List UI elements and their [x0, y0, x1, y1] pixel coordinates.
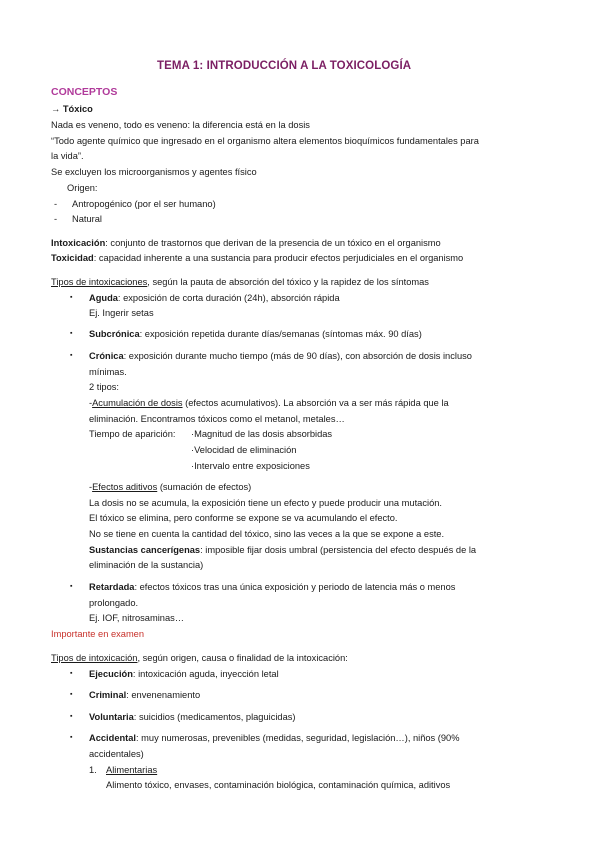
term: Intoxicación — [51, 238, 106, 248]
page-title: TEMA 1: INTRODUCCIÓN A LA TOXICOLOGÍA — [157, 60, 412, 72]
heading-underlined: Tipos de intoxicaciones — [51, 277, 148, 287]
square-bullet-icon: ▪ — [70, 330, 73, 337]
term: Sustancias cancerígenas — [89, 545, 201, 555]
efectos-line-2: El tóxico se elimina, pero conforme se expone se va acumulando el efecto. — [89, 513, 398, 523]
dash-bullet: - — [54, 199, 58, 209]
square-bullet-icon: ▪ — [70, 352, 73, 359]
square-bullet-icon: ▪ — [70, 734, 73, 741]
item-text: : exposición durante mucho tiempo (más de 90 días), con absorción de dosis incluso — [123, 351, 472, 361]
toxico-line-4: Se excluyen los microorganismos y agentes físico — [51, 167, 257, 177]
tipos-intoxicacion-heading — [51, 652, 348, 664]
accidental-line-2: accidentales) — [89, 749, 144, 759]
item-text: : muy numerosas, prevenibles (medidas, seguridad, legislación…), niños (90% — [136, 733, 460, 743]
heading-rest: , según la pauta de absorción del tóxico y la rapidez de los síntomas — [147, 277, 429, 287]
retardada-example: Ej. IOF, nitrosaminas… — [89, 613, 185, 623]
prefix: - — [89, 398, 93, 408]
term: Aguda — [89, 293, 118, 303]
efectos-line-1: La dosis no se acumula, la exposición tiene un efecto y puede producir una mutación. — [89, 498, 442, 508]
acumulacion-heading — [89, 397, 449, 409]
heading-rest: (efectos acumulativos). La absorción va a ser más rápida que la — [182, 398, 449, 408]
term: Crónica — [89, 351, 124, 361]
item-text: : efectos tóxicos tras una única exposición y periodo de latencia más o menos — [134, 582, 456, 592]
origen-item-1: Antropogénico (por el ser humano) — [72, 199, 216, 209]
square-bullet-icon: ▪ — [70, 713, 73, 720]
cancerigenas-line-2: eliminación de la sustancia) — [89, 560, 204, 570]
accidental-item — [89, 732, 460, 744]
voluntaria-item — [89, 711, 296, 723]
term: Toxicidad — [51, 253, 94, 263]
tiempo-factor-3: ·Intervalo entre exposiciones — [191, 461, 310, 471]
tipos-intoxicaciones-heading — [51, 276, 429, 288]
section-heading-conceptos: CONCEPTOS — [51, 86, 118, 98]
square-bullet-icon: ▪ — [70, 670, 73, 677]
alimentarias-text: Alimento tóxico, envases, contaminación biológica, contaminación química, aditivos — [106, 780, 451, 790]
item-text: : imposible fijar dosis umbral (persistencia del efecto después de la — [200, 545, 477, 555]
cronica-line-3: 2 tipos: — [89, 382, 119, 392]
toxicidad-definition — [51, 252, 463, 264]
item-text: : exposición repetida durante días/semanas (síntomas máx. 90 días) — [139, 329, 422, 339]
efectos-line-3: No se tiene en cuenta la cantidad del tóxico, sino las veces a la que se expone a este. — [89, 529, 445, 539]
acumulacion-line-2: eliminación. Encontramos tóxicos como el metanol, metales… — [89, 414, 345, 424]
square-bullet-icon: ▪ — [70, 294, 73, 301]
item-text: : envenenamiento — [126, 690, 201, 700]
subcronica-item — [89, 328, 422, 340]
term: Ejecución — [89, 669, 133, 679]
efectos-aditivos-heading — [89, 481, 251, 493]
square-bullet-icon: ▪ — [70, 583, 73, 590]
list-number: 1. — [89, 765, 97, 775]
aguda-example: Ej. Ingerir setas — [89, 308, 154, 318]
heading-underlined: Acumulación de dosis — [92, 398, 183, 408]
heading-rest: (sumación de efectos) — [157, 482, 252, 492]
square-bullet-icon: ▪ — [70, 691, 73, 698]
tiempo-factor-1: ·Magnitud de las dosis absorbidas — [191, 429, 333, 439]
intoxicacion-definition — [51, 237, 441, 249]
toxico-heading: → Tóxico — [51, 104, 93, 114]
heading-underlined: Tipos de intoxicación — [51, 653, 138, 663]
retardada-item — [89, 581, 455, 593]
term: Voluntaria — [89, 712, 134, 722]
origen-item-2: Natural — [72, 214, 102, 224]
aguda-item — [89, 292, 340, 304]
term: Subcrónica — [89, 329, 140, 339]
heading-rest: , según origen, causa o finalidad de la intoxicación: — [137, 653, 348, 663]
item-text: : intoxicación aguda, inyección letal — [132, 669, 279, 679]
term: Retardada — [89, 582, 135, 592]
term: Criminal — [89, 690, 127, 700]
retardada-line-2: prolongado. — [89, 598, 139, 608]
definition-text: : conjunto de trastornos que derivan de la presencia de un tóxico en el organismo — [105, 238, 441, 248]
cronica-line-2: mínimas. — [89, 367, 127, 377]
tiempo-factor-2: ·Velocidad de eliminación — [191, 445, 297, 455]
criminal-item — [89, 689, 200, 701]
ejecucion-item — [89, 668, 279, 680]
cronica-item — [89, 350, 472, 362]
alimentarias-heading: Alimentarias — [106, 765, 158, 775]
toxico-line-3: la vida”. — [51, 151, 84, 161]
importante-note: Importante en examen — [51, 629, 145, 639]
definition-text: : capacidad inherente a una sustancia para producir efectos perjudiciales en el organismo — [93, 253, 464, 263]
dash-bullet: - — [54, 214, 58, 224]
term: Accidental — [89, 733, 137, 743]
toxico-line-1: Nada es veneno, todo es veneno: la diferencia está en la dosis — [51, 120, 310, 130]
item-text: : suicidios (medicamentos, plaguicidas) — [133, 712, 296, 722]
item-text: : exposición de corta duración (24h), absorción rápida — [117, 293, 340, 303]
prefix: - — [89, 482, 93, 492]
cancerigenas-item — [89, 544, 476, 556]
heading-underlined: Efectos aditivos — [92, 482, 158, 492]
tiempo-aparicion-label: Tiempo de aparición: — [89, 429, 176, 439]
origen-label: Origen: — [67, 183, 98, 193]
toxico-line-2: “Todo agente químico que ingresado en el organismo altera elementos bioquímicos fundamentales para — [51, 136, 479, 146]
